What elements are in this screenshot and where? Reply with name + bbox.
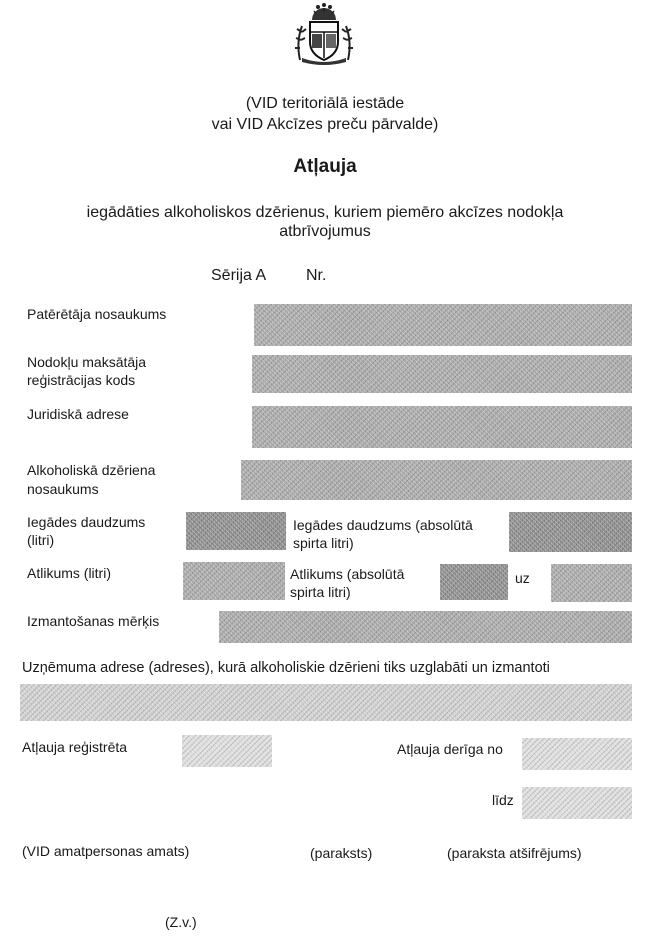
taxpayer-code-label-line-1: Nodokļu maksātāja bbox=[27, 354, 147, 370]
purchase-qty-abs-field bbox=[509, 512, 632, 552]
number-label: Nr. bbox=[306, 267, 327, 284]
valid-until-label: līdz bbox=[492, 792, 514, 808]
legal-address-field bbox=[252, 406, 632, 448]
as-of-date-field bbox=[551, 564, 632, 602]
official-position-caption: (VID amatpersonas amats) bbox=[22, 843, 190, 859]
subtitle-line-2: atbrīvojumus bbox=[279, 223, 371, 240]
issuer-line-2: vai VID Akcīzes preču pārvalde) bbox=[211, 116, 439, 133]
storage-address-label: Uzņēmuma adrese (adreses), kurā alkoholiskie dzērieni tiks uzglabāti un izmantoti bbox=[22, 660, 550, 676]
taxpayer-code-field bbox=[252, 355, 632, 393]
seal-place-caption: (Z.v.) bbox=[165, 914, 197, 930]
purchase-qty-label-line-2: (litri) bbox=[27, 532, 55, 548]
beverage-name-label-line-2: nosaukums bbox=[27, 481, 99, 497]
subtitle-line-1: iegādāties alkoholiskos dzērienus, kuriem piemēro akcīzes nodokļa bbox=[86, 204, 564, 221]
registered-field bbox=[182, 735, 272, 767]
series-label: Sērija A bbox=[211, 267, 267, 284]
purpose-label: Izmantošanas mērķis bbox=[27, 613, 160, 629]
valid-until-field bbox=[522, 787, 632, 819]
consumer-name-label: Patērētāja nosaukums bbox=[27, 306, 167, 322]
purchase-qty-abs-label-line-2: spirta litri) bbox=[293, 535, 354, 551]
document-title: Atļauja bbox=[293, 156, 357, 177]
storage-address-field bbox=[20, 684, 632, 721]
balance-abs-label-line-2: spirta litri) bbox=[290, 584, 351, 600]
as-of-label: uz bbox=[515, 570, 530, 586]
balance-field bbox=[183, 562, 285, 600]
valid-from-label: Atļauja derīga no bbox=[397, 741, 503, 757]
balance-label: Atlikums (litri) bbox=[27, 565, 111, 581]
taxpayer-code-label-line-2: reģistrācijas kods bbox=[27, 372, 136, 388]
coat-of-arms-icon bbox=[292, 2, 356, 66]
beverage-name-field bbox=[241, 460, 632, 500]
purchase-qty-field bbox=[186, 512, 286, 550]
consumer-name-field bbox=[254, 304, 632, 346]
signature-transcript-caption: (paraksta atšifrējums) bbox=[447, 845, 582, 861]
purchase-qty-abs-label-line-1: Iegādes daudzums (absolūtā bbox=[293, 517, 473, 533]
balance-abs-label-line-1: Atlikums (absolūtā bbox=[290, 566, 405, 582]
signature-caption: (paraksts) bbox=[310, 845, 373, 861]
issuer-line-1: (VID teritoriālā iestāde bbox=[245, 95, 405, 112]
beverage-name-label-line-1: Alkoholiskā dzēriena bbox=[27, 462, 156, 478]
purchase-qty-label-line-1: Iegādes daudzums bbox=[27, 514, 146, 530]
valid-from-field bbox=[522, 738, 632, 770]
registered-label: Atļauja reģistrēta bbox=[22, 739, 128, 755]
legal-address-label: Juridiskā adrese bbox=[27, 406, 129, 422]
purpose-field bbox=[219, 611, 632, 643]
balance-abs-field bbox=[440, 564, 508, 600]
